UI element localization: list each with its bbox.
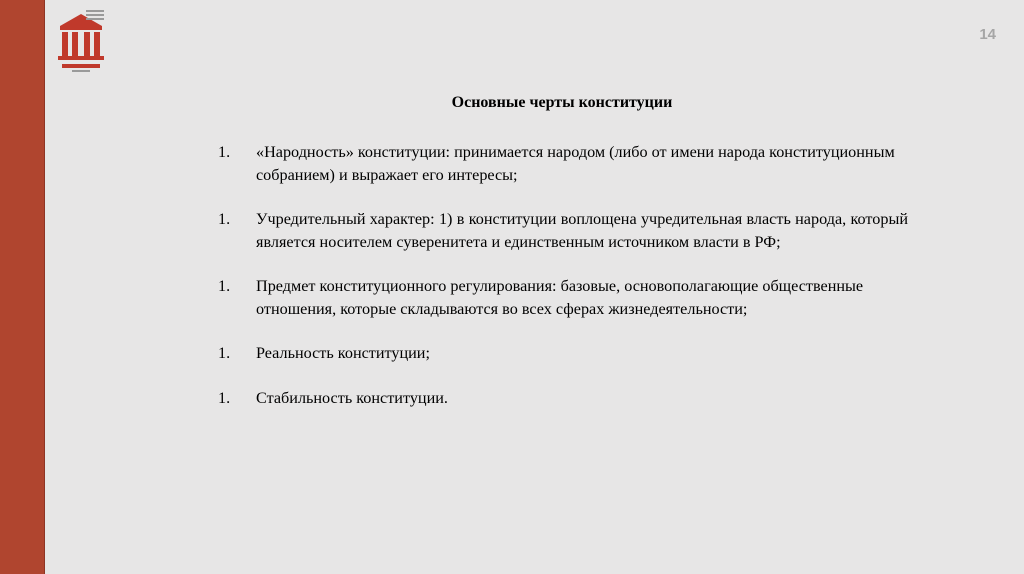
feature-list xyxy=(218,141,908,431)
list-item xyxy=(218,387,908,410)
list-item-number: 1. xyxy=(218,210,231,228)
list-item xyxy=(218,141,908,186)
slide-title: Основные черты конституции xyxy=(451,94,673,111)
list-item-text: Стабильность конституции. xyxy=(256,388,448,407)
list-item-number: 1. xyxy=(218,344,231,362)
list-item-number: 1. xyxy=(218,277,231,295)
list-item-text: Учредительный характер: 1) в конституции воплощена учредительная власть народа, который является носителем суверенитета и единственным источником власти в РФ; xyxy=(256,210,908,251)
slide-number: 14 xyxy=(979,26,996,43)
university-logo xyxy=(56,8,106,74)
list-item-text: «Народность» конституции: принимается народом (либо от имени народа конституционным собранием) и выражает его интересы; xyxy=(256,143,895,184)
list-item-number: 1. xyxy=(218,388,231,407)
list-item xyxy=(218,208,908,253)
list-item-number: 1. xyxy=(218,143,231,161)
list-item xyxy=(218,342,908,365)
list-item xyxy=(218,275,908,320)
list-item-text: Предмет конституционного регулирования: базовые, основополагающие общественные отношения, которые складываются во всех сферах жизнедеятельности; xyxy=(256,277,864,318)
list-item-text: Реальность конституции; xyxy=(256,344,430,362)
side-accent-bar xyxy=(0,0,45,574)
